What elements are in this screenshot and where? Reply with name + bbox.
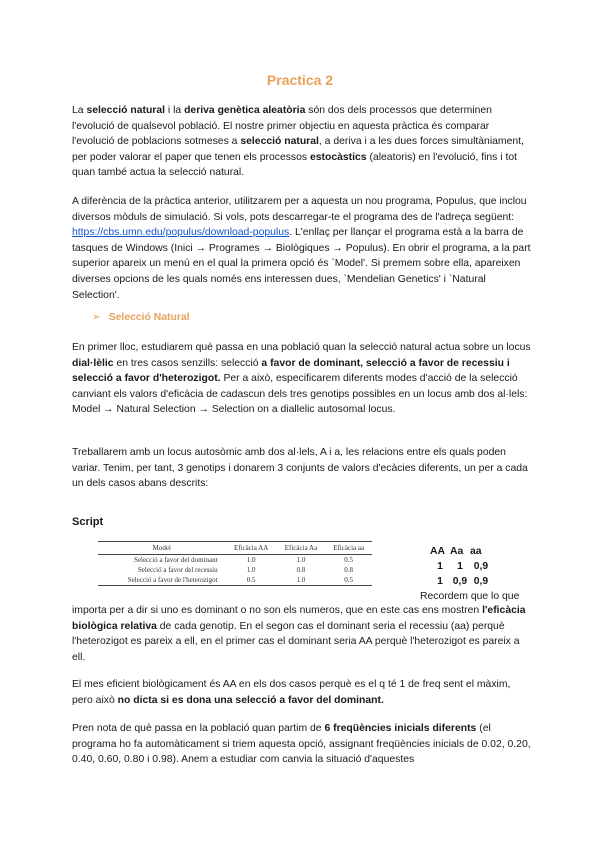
table-cell: 1.0 [246, 556, 256, 564]
table-cell: 0,9 [473, 561, 489, 572]
table-cell: 1.0 [296, 556, 306, 564]
section-heading [92, 311, 190, 323]
text: (el programa ho fa automàticament si triem aquesta opció, assignant freqüències inicials de 0.02, 0.20, 0.40, 0.60, 0.80 i 0.98). Anem a estudiar com canvia la situació d'aquestes [72, 723, 531, 766]
relative-fitness-paragraph [72, 603, 532, 665]
bold-text: selecció natural [86, 105, 165, 116]
table-cell: 1.0 [246, 566, 256, 574]
table-row [430, 574, 492, 589]
table-header-row [430, 544, 492, 559]
efficiency-paragraph [72, 677, 532, 708]
bold-text: deriva genètica aleatòria [184, 105, 306, 116]
table-cell: 0,9 [473, 576, 489, 587]
table-cell: 1.0 [296, 576, 306, 584]
text: Pren nota de què passa en la població quan partim de [72, 723, 325, 734]
header-cell: Eficàcia aa [333, 544, 365, 552]
table-row [430, 559, 492, 574]
arrow-bullet-icon: ➢ [92, 312, 101, 323]
text: i la [165, 105, 185, 116]
text: importa per a dir si uno es dominant o no son els numeros, que en este cas ens mostren [72, 605, 483, 616]
bold-text: 6 freqüències inicials diferents [324, 723, 477, 734]
text: de cada genotip. En el segon cas el dominant seria el recessiu (aa) perquè l'heterozigot es pareix a ell, en el primer cas el dominant seria AA perquè l'heterozigot es pareix a ell. [72, 620, 520, 663]
intro-paragraph [72, 103, 532, 181]
text: (aleatoris) en l'evolució, fins i tot quan també actua la selecció natural. [72, 151, 517, 179]
header-cell: Model [152, 544, 171, 552]
header-cell: aa [470, 546, 482, 557]
text: , a deriva i a les dues forces simultàniament, per poder valorar el paper que tenen els processos [72, 136, 524, 163]
table-cell: 1 [437, 561, 443, 572]
section-label: Selecció Natural [108, 312, 190, 323]
download-link[interactable]: https://cbs.umn.edu/populus/download-populus [72, 227, 290, 239]
header-cell: Aa [450, 546, 464, 557]
table-header-row [98, 542, 372, 555]
table-cell: 0,9 [452, 576, 468, 587]
locus-paragraph [72, 445, 532, 492]
text: El mes eficient biològicament és AA en els dos casos perquè es el q té 1 de freq sent el màxim, pero això [72, 679, 511, 706]
table-cell: 0.5 [344, 556, 354, 564]
text: . L'enllaç per llançar el programa està a la barra de tasques de Windows (Inici → Programes → Biològiques → Populus). En obrir el programa, a la part superior apareix un menú en el qual la primera opció és `Model'. Si premem sobre ella, apareixen diverses opcions de les quals només ens interessen dues, `Mendelian Genetics' i `Natural Selection'. [72, 227, 531, 301]
text: A diferència de la pràctica anterior, utilitzarem per a aquesta un nou programa, Populus, que inclou diversos mòduls de simulació. Si vols, pots descarregar-te el programa des de l'adreça següent: [72, 196, 527, 223]
text: Treballarem amb un locus autosòmic amb dos al·lels, A i a, les relacions entre els quals poden variar. Tenim, per tant, 3 genotips i donarem 3 conjunts de valors d'ecàcies diferents, un per a cada un dels casos abans descrits: [72, 447, 528, 490]
text: són dos dels processos que determinen l'evolució de qualsevol població. El nostre primer objectiu en aquesta pràctica és comparar l'evolució de poblacions sotmeses a [72, 105, 492, 148]
populus-paragraph [72, 194, 532, 303]
bold-text: a favor de dominant, selecció a favor de recessiu i selecció a favor d'heterozigot. [72, 357, 510, 385]
table-cell: 0.8 [344, 566, 354, 574]
table-cell: 0.5 [344, 576, 354, 584]
text: En primer lloc, estudiarem què passa en una població quan la selecció natural actua sobre un locus [72, 342, 531, 353]
bold-text: l'eficàcia biològica relativa [72, 605, 526, 632]
text: en tres casos senzills: selecció [113, 357, 262, 369]
frequencies-paragraph [72, 721, 532, 768]
fitness-table [98, 541, 372, 586]
bold-text: dial·lèlic [72, 357, 114, 369]
table-cell: 0.5 [246, 576, 256, 584]
table-cell: 1 [457, 561, 463, 572]
note-text: Recordem que lo que [420, 591, 520, 602]
genotype-fitness-table [430, 544, 492, 589]
header-cell: AA [430, 546, 446, 557]
text: La [72, 105, 87, 116]
page-title: Practica 2 [266, 72, 334, 88]
bold-text: no dicta si es dona una selecció a favor del dominant. [117, 694, 384, 706]
table-row [98, 575, 372, 586]
table-row [98, 565, 372, 575]
bold-text: estocàstics [309, 151, 367, 163]
script-heading: Script [72, 516, 104, 528]
selection-paragraph [72, 340, 532, 418]
table-cell: Selecció a favor de l'heterozigot [127, 576, 218, 584]
text: Per a això, especificarem diferents modes d'acció de la selecció canviant els valors d'eficàcia de cadascun dels tres genotips possibles en un locus amb dos al·lels: Model → Natural Selection → Selection on a diallelic autosomal locus. [72, 373, 528, 416]
header-cell: Eficàcia AA [233, 544, 269, 552]
bold-text: selecció natural [240, 136, 319, 148]
table-cell: 1 [437, 576, 443, 587]
table-cell: Selecció a favor del recessiu [137, 566, 218, 574]
table-row [98, 555, 372, 566]
header-cell: Eficàcia Aa [284, 544, 318, 552]
table-cell: Selecció a favor del dominant [134, 556, 218, 564]
table-cell: 0.8 [296, 566, 306, 574]
